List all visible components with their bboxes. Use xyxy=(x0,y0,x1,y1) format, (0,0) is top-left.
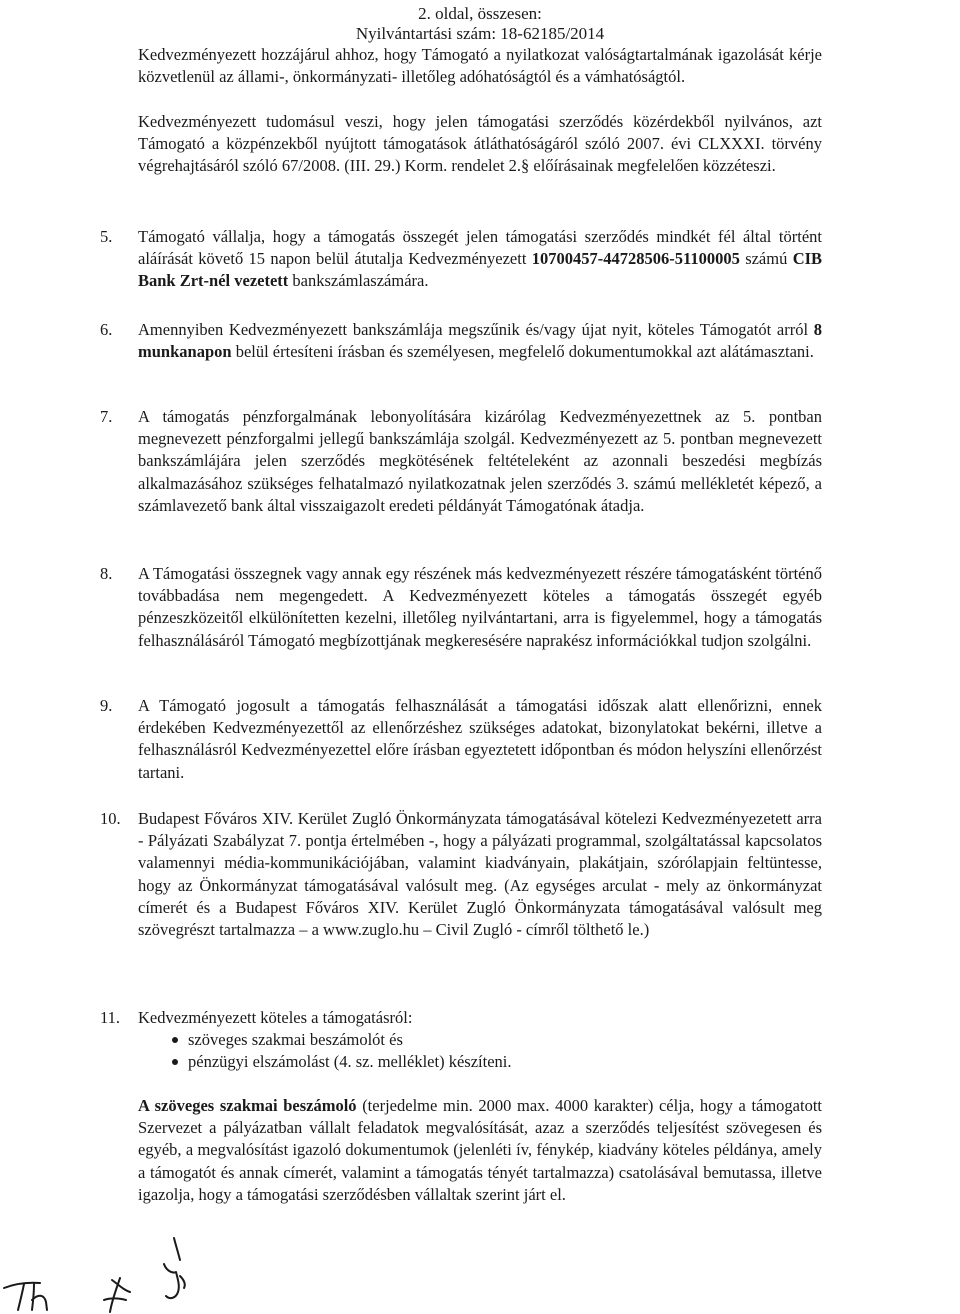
signature-stroke xyxy=(32,1284,47,1310)
intro-paragraph-2: Kedvezményezett tudomásul veszi, hogy jelen támogatási szerződés közérdekből nyilvános, azt Támogató a közpénzekből nyújtott támogatások átláthatóságáról szóló 2007. évi CLXXXI. törvény végrehajtásáról szóló 67/2008. (III. 29.) Korm. rendelet 2.§ előírásainak megfelelően közzéteszi. xyxy=(138,112,822,176)
clause-number: 7. xyxy=(100,407,113,426)
deadline-days: 8 munkanapon xyxy=(138,320,823,362)
clause-text: A Támogató jogosult a támogatás felhasználását a támogatási időszak alatt ellenőrizni, ennek érdekében Kedvezményezettől az ellenőrzéshez szükséges adatokat, bizonylatokat bekérni, illetve a felhasználásról Kedvezményezettel előre írásban egyeztetett időpontban és módon helyszíni ellenőrzést tartani. xyxy=(138,696,822,782)
clause-number: 8. xyxy=(100,564,113,583)
clause-text: Kedvezményezett köteles a támogatásról: xyxy=(138,1008,413,1027)
handwritten-initials xyxy=(0,1230,260,1314)
clause-text: Támogató vállalja, hogy a támogatás összegét jelen támogatási szerződés mindkét fél által történt aláírását követő 15 napon belül átutalja Kedvezményezett xyxy=(138,227,822,269)
list-item: szöveges szakmai beszámolót és xyxy=(170,1029,822,1051)
clause-text: számú xyxy=(745,249,788,269)
report-text: (terjedelme min. 2000 max. 4000 karakter) célja, hogy a támogatott Szervezet a pályázatban vállalt feladatok megvalósítását, azaz a szerződés teljesítést szövegesen és egyéb, a megvalósítást igazoló dokumentumok (jelenléti ív, fénykép, kiadvány köteles példánya, amely a támogatót és annak címerét, valamint a támogatás tényét tartalmazza) csatolásával bemutassa, illetve igazolja, hogy a támogatási szerződésben vállaltak szerint járt el. xyxy=(138,1096,823,1204)
clause-7 xyxy=(100,406,822,517)
registry-number: Nyilvántartási szám: 18-62185/2014 xyxy=(355,24,605,43)
signature-stroke xyxy=(174,1238,180,1260)
clause-number: 9. xyxy=(100,696,113,715)
clause-10 xyxy=(100,808,822,941)
clause-number: 6. xyxy=(100,320,113,339)
report-heading: A szöveges szakmai beszámoló xyxy=(138,1096,357,1115)
clause-text: bankszámlaszámára. xyxy=(292,271,429,291)
signature-stroke xyxy=(180,1276,185,1288)
clause-text: A Támogatási összegnek vagy annak egy részének más kedvezményezett részére támogatásként történő továbbadása nem megengedett. A Kedvezményezett köteles a támogatás összegét egyéb pénzeszközeitől elkülönítetten kezelni, illetőleg nyilvántartani, arra is figyelemmel, hogy a támogatás felhasználásáról Támogató megbízottjának megkeresésére naprakész információkkal tudjon szolgálni. xyxy=(138,564,822,650)
clause-text: Amennyiben Kedvezményezett bankszámlája megszűnik és/vagy újat nyit, köteles Támogatót arról xyxy=(138,320,809,339)
clause-number: 10. xyxy=(100,809,121,828)
clause-text: belül értesíteni írásban és személyesen, megfelelő dokumentumokkal azt alátámasztani. xyxy=(235,342,814,362)
list-item: pénzügyi elszámolást (4. sz. melléklet) készíteni. xyxy=(170,1051,822,1073)
clause-number: 5. xyxy=(100,227,113,246)
clause-number: 11. xyxy=(100,1008,121,1027)
signature-stroke xyxy=(110,1278,130,1312)
signature-stroke xyxy=(18,1284,24,1310)
bank-name: CIB Bank Zrt-nél vezetett xyxy=(138,249,823,291)
page-header xyxy=(0,4,960,44)
clause-9 xyxy=(100,695,822,784)
clause-11 xyxy=(100,1007,822,1074)
bank-account-number: 10700457-44728506-51100005 xyxy=(531,249,740,269)
clause-5 xyxy=(100,226,822,293)
page-counter: 2. oldal, összesen: xyxy=(418,4,542,23)
report-paragraph xyxy=(138,1095,822,1206)
clause-text: Budapest Főváros XIV. Kerület Zugló Önkormányzata támogatásával kötelezi Kedvezményezetett arra - Pályázati Szabályzat 7. pontja értelmében -, hogy a pályázati programmal, szolgáltatással kapcsolatos valamennyi média-kommunikációjában, valamint kiadványain, plakátjain, szórólapjain feltüntesse, hogy az Önkormányzat támogatásával valósult meg. (Az egységes arculat - mely az önkormányzat címerét és a Budapest Főváros XIV. Kerület Zugló Önkormányzata támogatásával valósult meg szövegrészt tartalmazza – a www.zuglo.hu – Civil Zugló - címről tölthető le.) xyxy=(138,809,822,940)
signature-stroke xyxy=(164,1264,179,1298)
clause-6 xyxy=(100,319,822,363)
bullet-list xyxy=(138,1029,822,1073)
clause-8 xyxy=(100,563,822,652)
signature-stroke xyxy=(104,1299,126,1301)
intro-paragraph-1: Kedvezményezett hozzájárul ahhoz, hogy Támogató a nyilatkozat valóságtartalmának igazolását kérje közvetlenül az állami-, önkormányzati- illetőleg adóhatóságtól és a vámhatóságtól. xyxy=(138,45,822,87)
clause-text: A támogatás pénzforgalmának lebonyolítására kizárólag Kedvezményezettnek az 5. pontban megnevezett pénzforgalmi jellegű bankszámlája szolgál. Kedvezményezett az 5. pontban megnevezett bankszámlájára jelen szerződés megkötésének feltételeként az azonnali beszedési megbízás alkalmazásához szükséges felhatalmazó nyilatkozatnak jelen szerződés 3. számú mellékletét képező, a számlavezető bank által visszaigazolt eredeti példányát Támogatónak átadja. xyxy=(138,407,822,515)
